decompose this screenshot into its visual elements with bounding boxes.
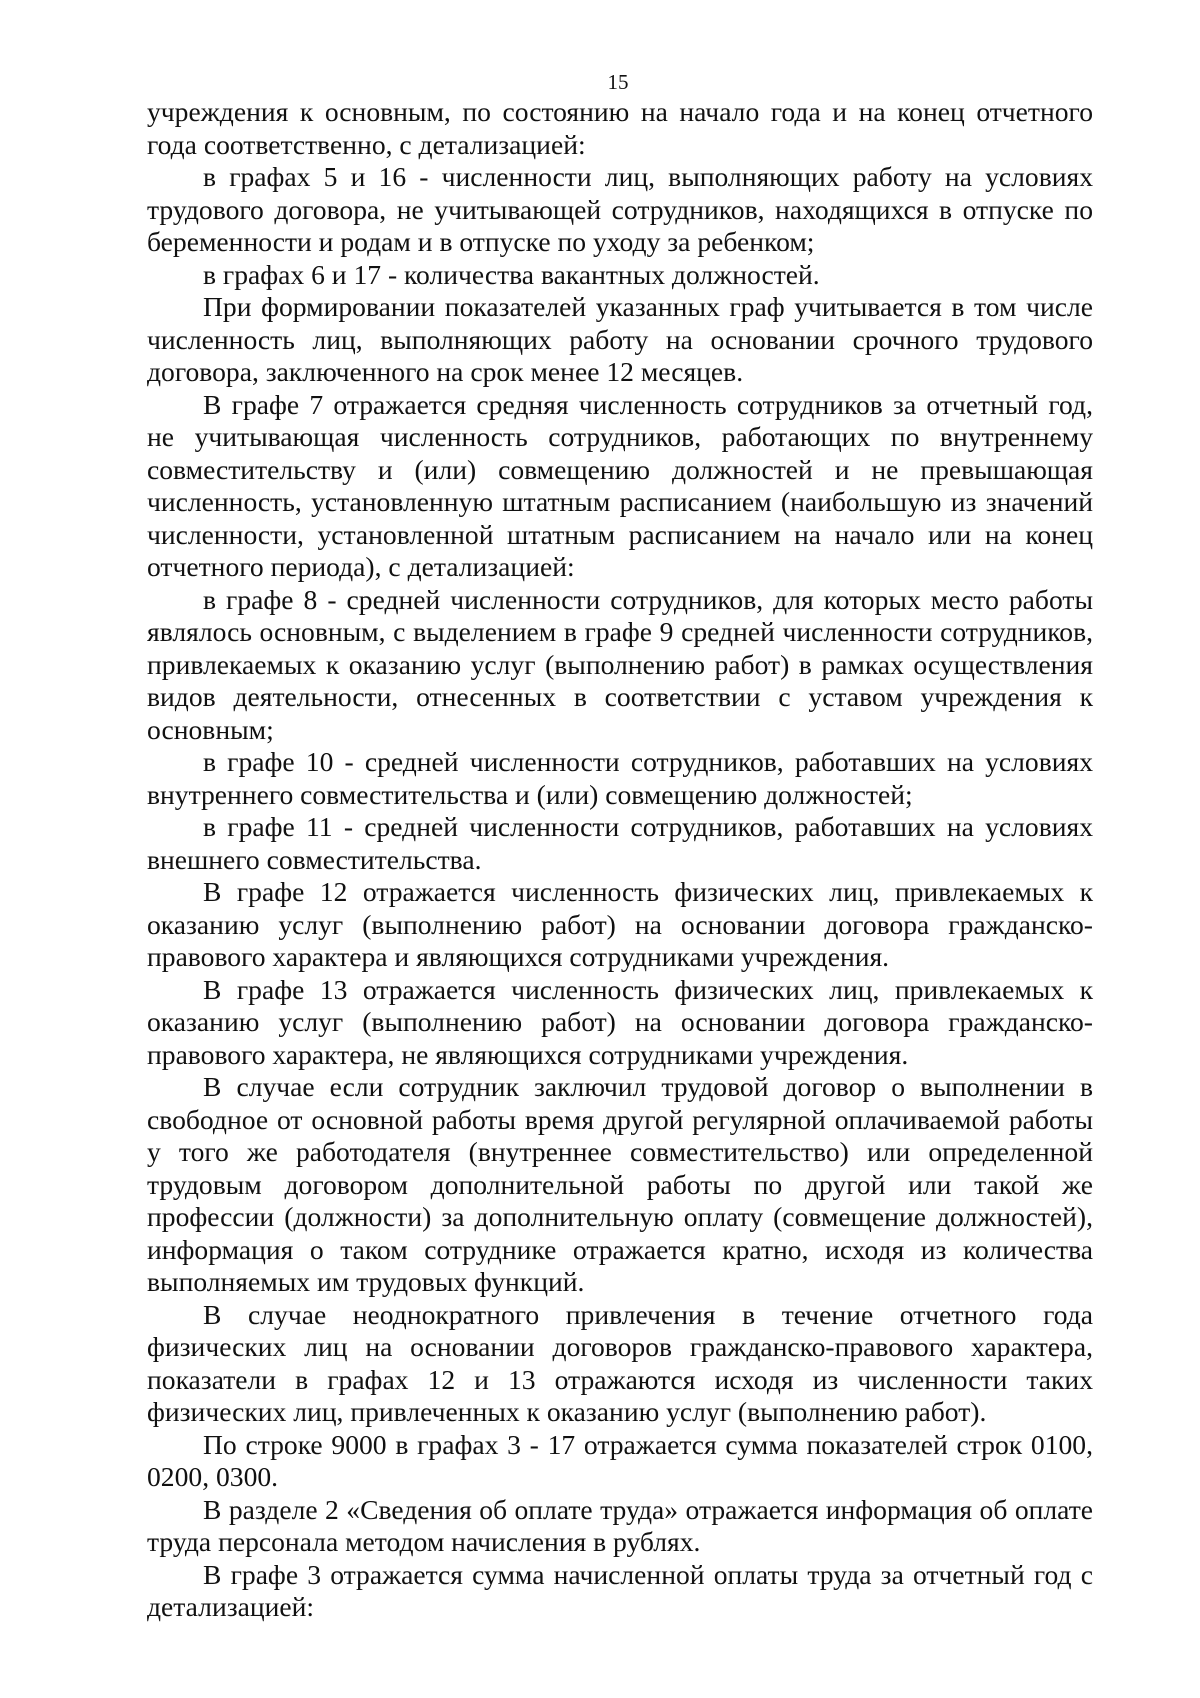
paragraph: учреждения к основным, по состоянию на начало года и на конец отчетного года соответственно, с детализацией: — [147, 96, 1093, 160]
document-body — [147, 96, 1093, 1624]
paragraph: в графе 8 - средней численности сотрудников, для которых место работы являлось основным, с выделением в графе 9 средней численности сотрудников, привлекаемых к оказанию услуг (выполнению работ) в рамках осуществления видов деятельности, отнесенных в соответствии с уставом учреждения к основным; — [147, 583, 1093, 745]
paragraph: При формировании показателей указанных граф учитывается в том числе численность лиц, выполняющих работу на основании срочного трудового договора, заключенного на срок менее 12 месяцев. — [147, 291, 1093, 387]
paragraph: В разделе 2 «Сведения об оплате труда» отражается информация об оплате труда персонала методом начисления в рублях. — [147, 1493, 1093, 1557]
paragraph: В графе 12 отражается численность физических лиц, привлекаемых к оказанию услуг (выполнению работ) на основании договора гражданско-правового характера и являющихся сотрудниками учреждения. — [147, 876, 1093, 972]
paragraph: в графе 11 - средней численности сотрудников, работавших на условиях внешнего совместительства. — [147, 811, 1093, 875]
paragraph: В случае если сотрудник заключил трудовой договор о выполнении в свободное от основной работы время другой регулярной оплачиваемой работы у того же работодателя (внутреннее совместительство) или определенной трудовым договором дополнительной работы по другой или такой же профессии (должности) за дополнительную оплату (совмещение должностей), информация о таком сотруднике отражается кратно, исходя из количества выполняемых им трудовых функций. — [147, 1071, 1093, 1297]
paragraph: в графах 6 и 17 - количества вакантных должностей. — [203, 258, 820, 290]
page-number: 15 — [607, 70, 629, 94]
paragraph: В графе 7 отражается средняя численность сотрудников за отчетный год, не учитывающая численность сотрудников, работающих по внутреннему совместительству и (или) совмещению должностей и не превышающая численность, установленную штатным расписанием (наибольшую из значений численности, установленной штатным расписанием на начало или на конец отчетного периода), с детализацией: — [147, 388, 1093, 582]
paragraph: По строке 9000 в графах 3 - 17 отражается сумма показателей строк 0100, 0200, 0300. — [147, 1428, 1093, 1492]
paragraph: В графе 3 отражается сумма начисленной оплаты труда за отчетный год с детализацией: — [147, 1558, 1093, 1622]
paragraph: в графе 10 - средней численности сотрудников, работавших на условиях внутреннего совместительства и (или) совмещению должностей; — [147, 746, 1093, 810]
paragraph: в графах 5 и 16 - численности лиц, выполняющих работу на условиях трудового договора, не учитывающей сотрудников, находящихся в отпуске по беременности и родам и в отпуске по уходу за ребенком; — [147, 161, 1093, 257]
paragraph: В графе 13 отражается численность физических лиц, привлекаемых к оказанию услуг (выполнению работ) на основании договора гражданско-правового характера, не являющихся сотрудниками учреждения. — [147, 973, 1093, 1070]
paragraph: В случае неоднократного привлечения в течение отчетного года физических лиц на основании договоров гражданско-правового характера, показатели в графах 12 и 13 отражаются исходя из численности таких физических лиц, привлеченных к оказанию услуг (выполнению работ). — [147, 1298, 1093, 1427]
